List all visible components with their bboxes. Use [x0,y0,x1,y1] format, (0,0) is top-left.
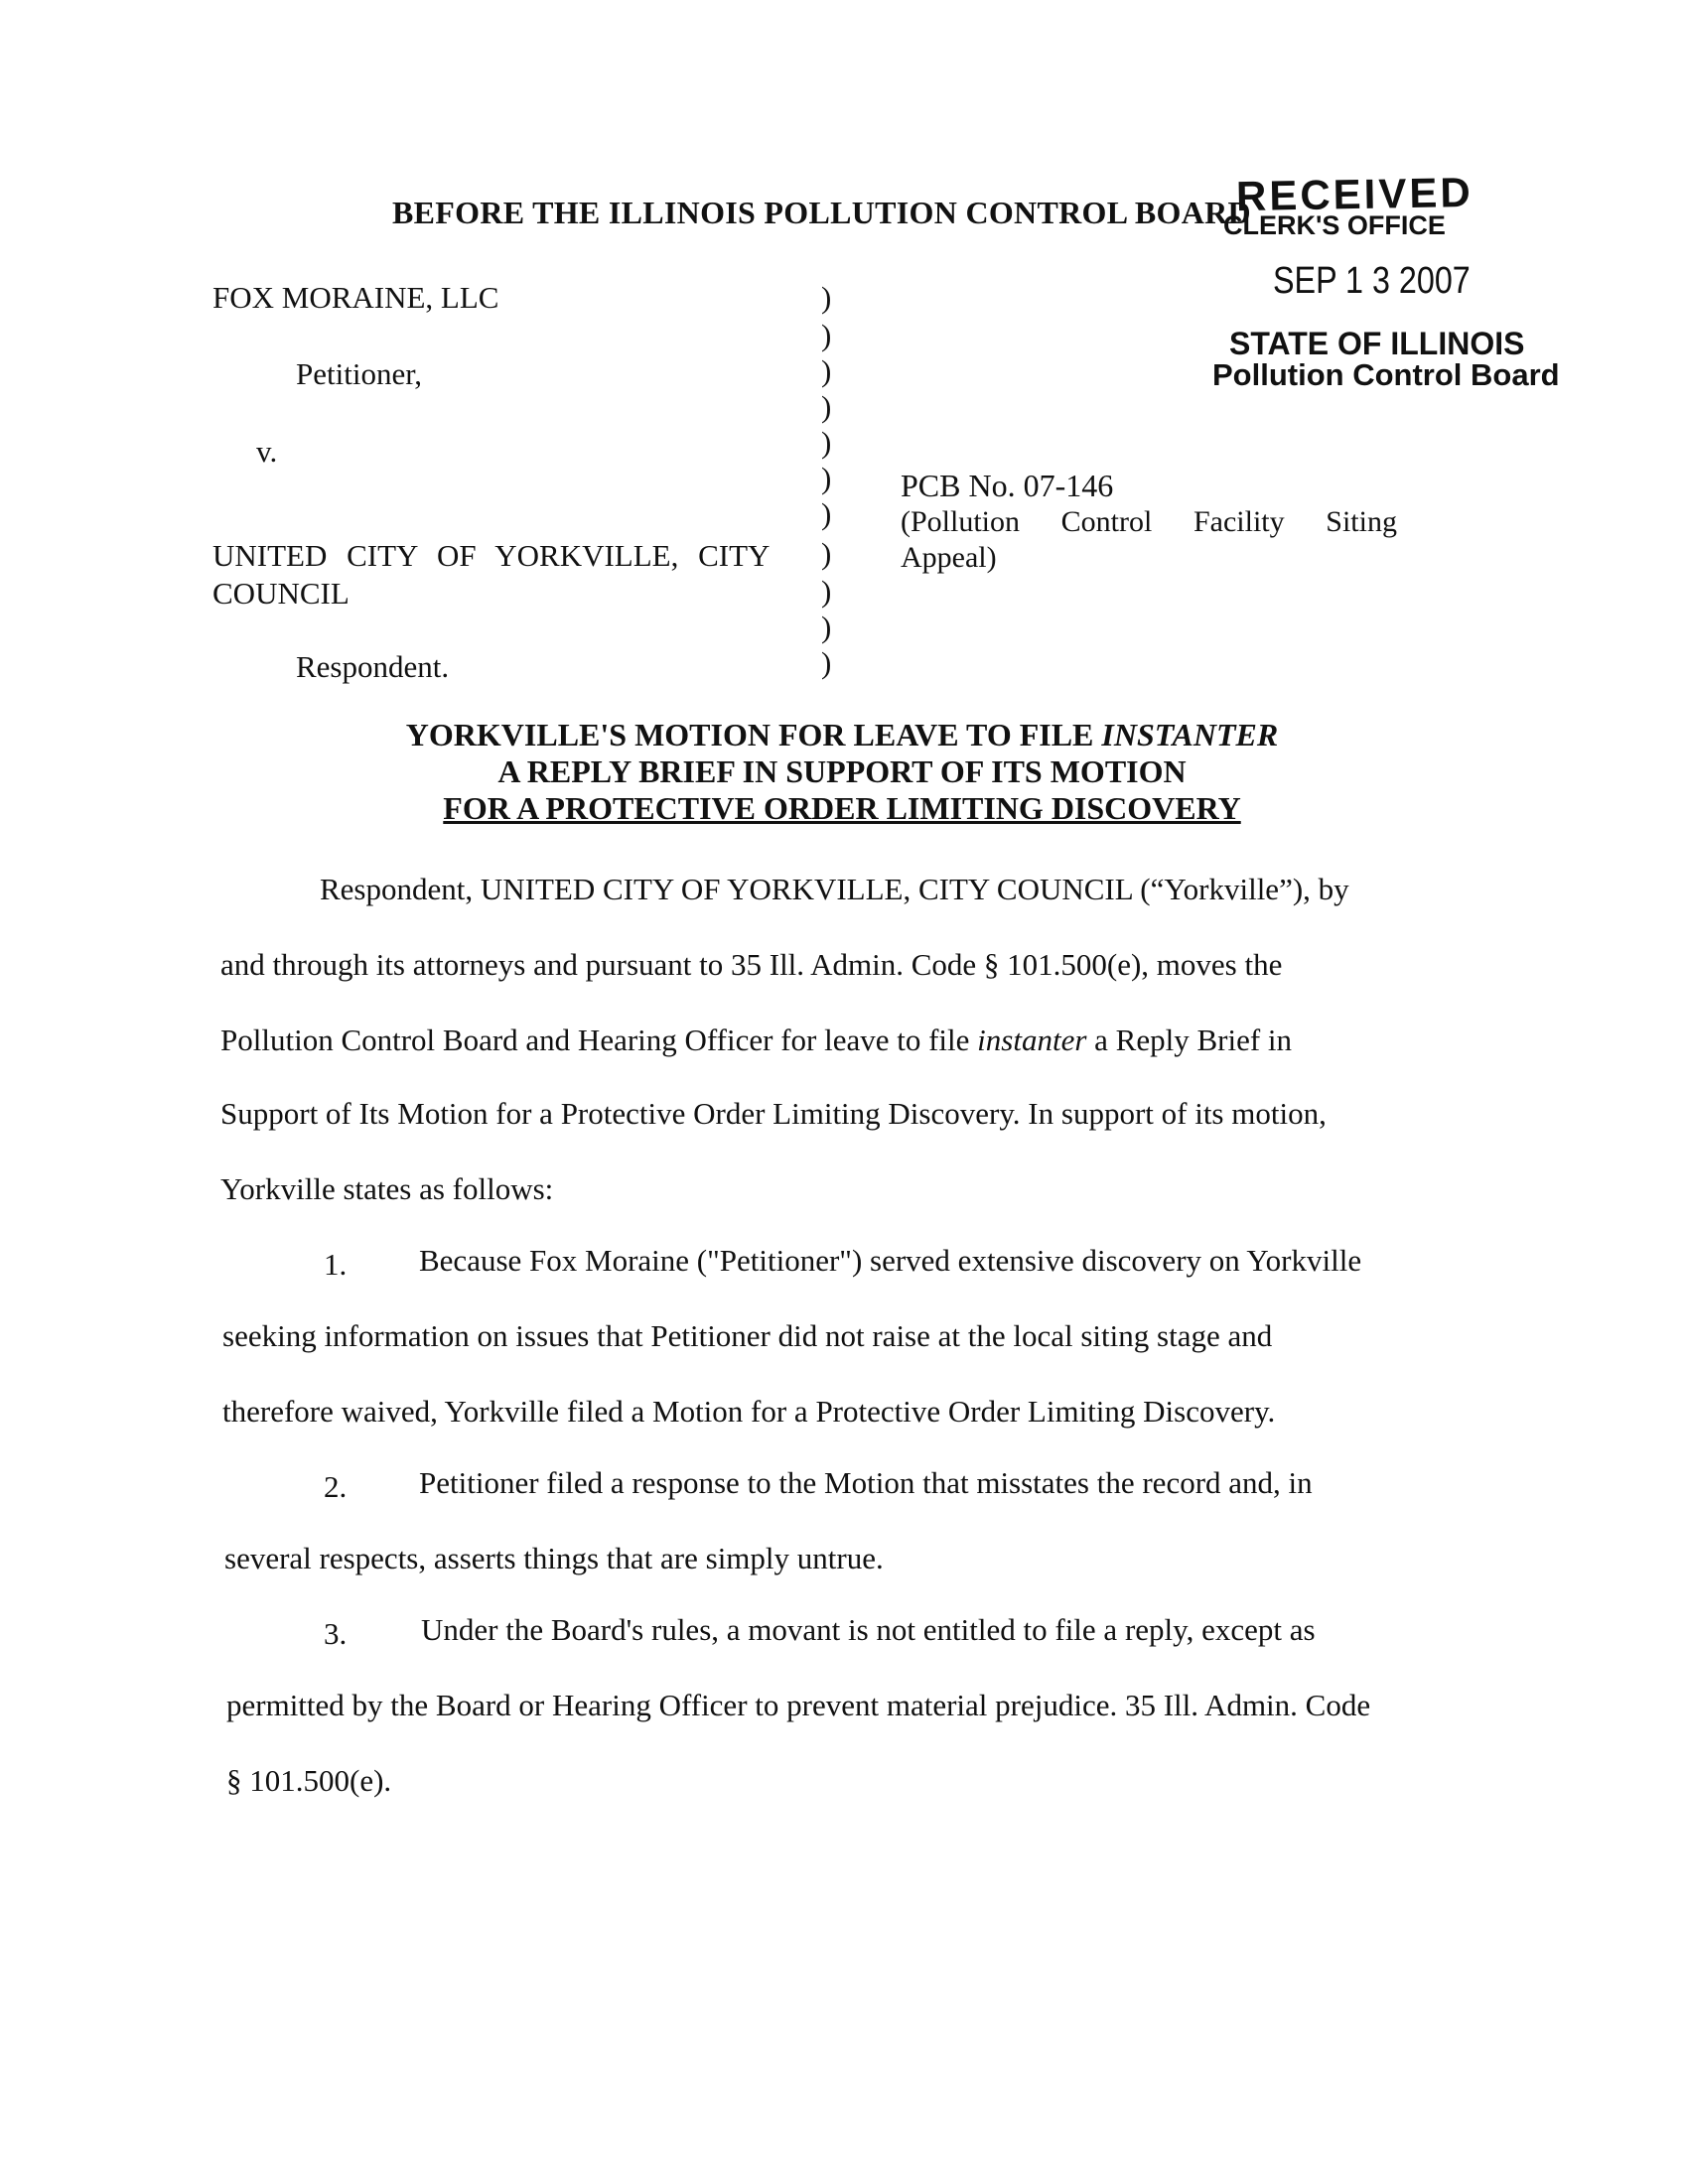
intro-line-text: a Reply Brief in [1086,1023,1293,1057]
caption-paren: ) [821,389,832,424]
caption-paren: ) [821,425,832,460]
motion-title-line1 [0,717,1684,753]
intro-line: and through its attorneys and pursuant to 35 Ill. Admin. Code § 101.500(e), moves the [220,947,1283,982]
intro-line: Respondent, UNITED CITY OF YORKVILLE, CITY COUNCIL (“Yorkville”), by [320,872,1349,906]
caption-paren: ) [821,353,832,388]
caption-paren: ) [821,610,832,644]
case-type-word: Siting [1326,505,1397,538]
stamp-board-label: Pollution Control Board [1212,357,1560,392]
court-heading: BEFORE THE ILLINOIS POLLUTION CONTROL BOARD [392,195,1251,230]
paragraph-line: Under the Board's rules, a movant is not entitled to file a reply, except as [421,1612,1316,1647]
caption-paren: ) [821,280,832,315]
motion-title-line3: FOR A PROTECTIVE ORDER LIMITING DISCOVERY [443,790,1241,826]
case-type-word: Facility [1193,505,1285,538]
respondent-name-line2: COUNCIL [212,576,350,611]
case-type-word: (Pollution [901,505,1021,538]
respondent-role: Respondent. [296,649,450,684]
paragraph-line: permitted by the Board or Hearing Officer to prevent material prejudice. 35 Ill. Admin. Code [226,1688,1371,1722]
paragraph-number: 1. [324,1247,348,1282]
respondent-name-line1: UNITED CITY OF YORKVILLE, CITY [212,538,771,573]
case-detail [901,467,1397,576]
petitioner-name: FOX MORAINE, LLC [212,280,499,315]
versus-label: v. [256,434,278,469]
caption-paren: ) [821,461,832,495]
case-type-line1 [901,504,1397,540]
caption-paren: ) [821,536,832,571]
caption-paren: ) [821,318,832,352]
intro-line: Yorkville states as follows: [220,1171,554,1206]
received-stamp-label: RECEIVED [1235,168,1474,220]
motion-title [0,717,1684,827]
clerks-office-label: CLERK'S OFFICE [1223,210,1446,240]
case-type-word: Control [1060,505,1153,538]
stamp-state-label: STATE OF ILLINOIS [1229,326,1525,361]
paragraph-line: several respects, asserts things that are simply untrue. [224,1541,884,1575]
received-date: SEP 1 3 2007 [1273,260,1471,302]
motion-title-line1-text: YORKVILLE'S MOTION FOR LEAVE TO FILE [405,717,1102,752]
caption-paren: ) [821,574,832,609]
paragraph-line: Because Fox Moraine ("Petitioner") served extensive discovery on Yorkville [419,1243,1362,1278]
caption-paren: ) [821,645,832,680]
paragraph-line: Petitioner filed a response to the Motion that misstates the record and, in [419,1465,1313,1500]
motion-title-line2: A REPLY BRIEF IN SUPPORT OF ITS MOTION [497,753,1187,789]
intro-line-text: Pollution Control Board and Hearing Officer for leave to file [220,1023,978,1057]
paragraph-line: seeking information on issues that Petitioner did not raise at the local siting stage and [222,1318,1273,1353]
case-number: PCB No. 07-146 [901,468,1114,503]
instanter-emphasis: instanter [977,1023,1087,1057]
instanter-emphasis: INSTANTER [1101,717,1279,752]
case-type-line2: Appeal) [901,541,997,574]
intro-line: Support of Its Motion for a Protective Order Limiting Discovery. In support of its motion, [220,1096,1327,1131]
caption-paren: ) [821,496,832,531]
paragraph-line: therefore waived, Yorkville filed a Motion for a Protective Order Limiting Discovery. [222,1394,1276,1429]
paragraph-number: 2. [324,1469,348,1504]
paragraph-line: § 101.500(e). [226,1763,392,1798]
intro-line [220,1023,1292,1058]
petitioner-role: Petitioner, [296,356,423,391]
paragraph-number: 3. [324,1616,348,1651]
